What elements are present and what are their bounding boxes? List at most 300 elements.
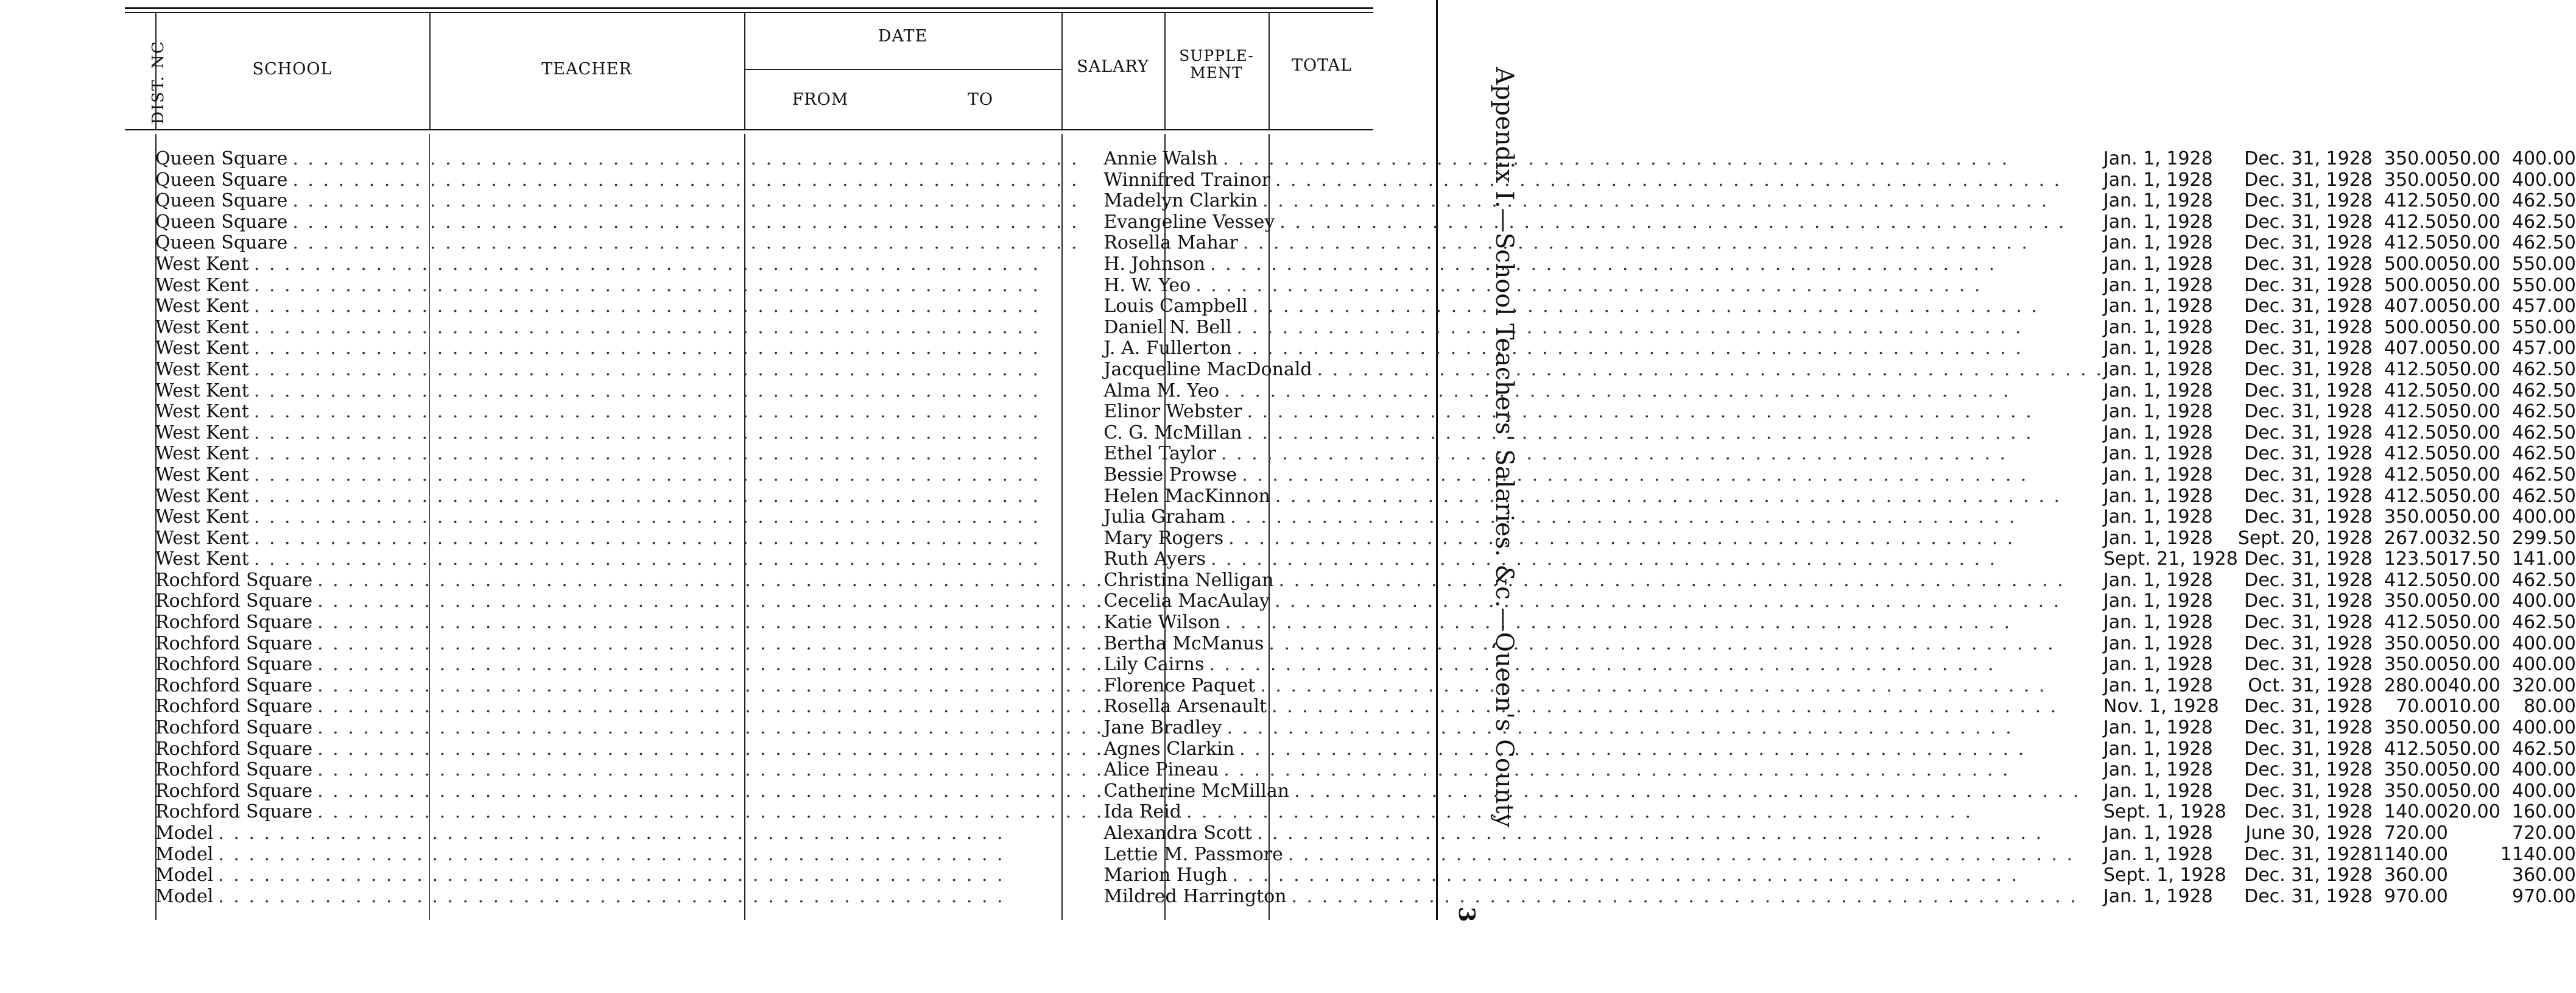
appendix-caption: Appendix I.—School Teachers' Salaries. &c.—Queen's County [1490,67,1518,828]
school-cell [155,465,1103,486]
teacher-cell [1103,696,2103,718]
school-cell [155,528,1103,550]
dot-leader [1204,654,2103,676]
table-row [155,528,2576,550]
date-to-cell: Dec. 31, 1928 [2244,211,2373,233]
school-text: Queen Square [155,211,288,233]
school-text: West Kent [155,485,249,507]
supplement-cell: 50.00 [2448,316,2500,338]
dot-leader [1222,718,2103,739]
school-cell [155,634,1103,655]
school-cell [155,591,1103,612]
salary-table-body [155,149,2576,907]
total-cell: 457.00 [2511,337,2576,359]
date-from-cell: Sept. 1, 1928 [2103,864,2226,886]
school-text: Queen Square [155,232,288,254]
teacher-cell [1103,296,2103,317]
dot-leader [249,486,1103,507]
date-to-cell: Sept. 20, 1928 [2237,527,2373,549]
date-to-cell: Dec. 31, 1928 [2244,506,2373,528]
date-to-cell: Dec. 31, 1928 [2244,548,2373,570]
teacher-text: Jacqueline MacDonald [1103,358,1312,380]
date-to-cell: Dec. 31, 1928 [2244,738,2373,760]
dot-leader [312,781,1103,802]
dot-leader [249,465,1103,486]
supplement-cell: 32.50 [2448,527,2500,549]
school-text: West Kent [155,401,249,423]
total-cell: 462.50 [2511,401,2576,423]
dot-leader [249,254,1103,275]
teacher-text: Rosella Mahar [1103,232,1238,254]
date-subheader-rule [744,69,1061,70]
date-from-cell: Jan. 1, 1928 [2103,569,2213,591]
dot-leader [1287,886,2103,908]
supplement-cell: 50.00 [2448,738,2500,760]
school-text: Rochford Square [155,674,313,696]
date-to-cell: Dec. 31, 1928 [2244,843,2373,865]
dot-leader [312,634,1103,655]
date-from-cell: Jan. 1, 1928 [2103,674,2213,696]
dot-leader [1264,634,2103,655]
date-to-cell: Oct. 31, 1928 [2248,674,2373,696]
school-cell [155,359,1103,381]
salary-cell: 500.00 [2384,253,2448,275]
supplement-cell: 50.00 [2448,358,2500,380]
salary-cell: 350.00 [2384,759,2448,781]
school-cell [155,781,1103,802]
dot-leader [287,233,1103,254]
teacher-cell [1103,549,2103,570]
school-text: Queen Square [155,169,288,191]
supplement-cell: 50.00 [2448,464,2500,486]
school-cell [155,401,1103,423]
total-cell: 550.00 [2511,274,2576,296]
salary-cell: 407.00 [2384,295,2448,317]
teacher-text: Jane Bradley [1103,717,1222,739]
teacher-cell [1103,507,2103,528]
teacher-cell [1103,865,2103,886]
table-row [155,401,2576,423]
teacher-text: Julia Graham [1103,506,1226,528]
teacher-cell [1103,317,2103,339]
salary-cell: 267.00 [2384,527,2448,549]
date-to-cell: Dec. 31, 1928 [2244,169,2373,191]
teacher-text: H. Johnson [1103,253,1206,275]
dot-leader [1220,612,2103,634]
teacher-text: Rosella Arsenault [1103,696,1267,718]
date-from-cell: Jan. 1, 1928 [2103,464,2213,486]
dot-leader [1274,570,2103,592]
supplement-cell: 50.00 [2448,590,2500,612]
teacher-cell [1103,591,2103,612]
dot-leader [287,170,1103,191]
teacher-text: Louis Campbell [1103,295,1248,317]
dot-leader [1252,823,2103,844]
school-text: Rochford Square [155,759,313,781]
date-to-cell: Dec. 31, 1928 [2244,590,2373,612]
school-text: Model [155,843,214,865]
salary-cell: 412.50 [2384,443,2448,465]
supplement-cell: 50.00 [2448,253,2500,275]
supplement-cell [2448,823,2500,844]
date-to-cell: Dec. 31, 1928 [2244,717,2373,739]
teacher-text: Bessie Prowse [1103,464,1237,486]
supplement-cell: 20.00 [2448,801,2500,823]
table-row [155,296,2576,317]
total-cell: 400.00 [2511,717,2576,739]
supplement-cell [2448,865,2500,886]
salary-cell: 407.00 [2384,337,2448,359]
table-row [155,359,2576,381]
date-from-cell: Jan. 1, 1928 [2103,612,2213,634]
date-to-cell: Dec. 31, 1928 [2244,422,2373,443]
date-to-cell: Dec. 31, 1928 [2244,801,2373,823]
salary-cell: 970.00 [2384,885,2448,907]
teacher-text: Agnes Clarkin [1103,738,1235,760]
date-from-cell: Jan. 1, 1928 [2103,443,2213,465]
table-row [155,739,2576,760]
school-text: Rochford Square [155,801,313,823]
total-cell: 462.50 [2511,738,2576,760]
supplement-cell: 50.00 [2448,443,2500,465]
dot-leader [213,823,1103,844]
salary-cell: 412.50 [2384,464,2448,486]
dot-leader [1206,549,2103,570]
salary-cell: 412.50 [2384,358,2448,380]
school-cell [155,486,1103,507]
salary-cell: 412.50 [2384,738,2448,760]
date-from-cell: Jan. 1, 1928 [2103,211,2213,233]
teacher-text: Catherine McMillan [1103,780,1290,802]
teacher-cell [1103,359,2103,381]
teacher-text: Winnifred Trainor [1103,169,1270,191]
school-text: Model [155,822,214,844]
header-bottom-rule [125,129,1373,130]
dot-leader [1289,781,2103,802]
total-cell: 720.00 [2511,822,2576,844]
date-from-cell: Jan. 1, 1928 [2103,295,2213,317]
total-cell: 80.00 [2523,696,2576,718]
teacher-text: Evangeline Vessey [1103,211,1275,233]
total-cell: 400.00 [2511,590,2576,612]
salary-cell: 412.50 [2384,190,2448,212]
dot-leader [287,149,1103,170]
teacher-cell [1103,486,2103,507]
school-cell [155,865,1103,886]
supplement-cell: 50.00 [2448,401,2500,423]
school-cell [155,696,1103,718]
date-to-cell: Dec. 31, 1928 [2244,885,2373,907]
date-from-cell: Jan. 1, 1928 [2103,422,2213,443]
teacher-cell [1103,254,2103,275]
table-row [155,760,2576,781]
total-cell: 457.00 [2511,295,2576,317]
dot-leader [1275,212,2103,233]
school-text: West Kent [155,316,249,338]
supplement-header-line1: SUPPLE- [1179,47,1254,65]
date-from-cell: Jan. 1, 1928 [2103,190,2213,212]
school-text: West Kent [155,274,249,296]
teacher-text: Ruth Ayers [1103,548,1206,570]
dot-leader [1270,170,2103,191]
date-to-cell: Dec. 31, 1928 [2244,148,2373,169]
total-cell: 462.50 [2511,211,2576,233]
salary-cell: 720.00 [2384,822,2448,844]
total-cell: 462.50 [2511,232,2576,254]
dot-leader [249,528,1103,550]
date-from-cell: Jan. 1, 1928 [2103,885,2213,907]
school-cell [155,317,1103,339]
teacher-cell [1103,781,2103,802]
school-text: West Kent [155,253,249,275]
school-cell [155,296,1103,317]
school-text: Rochford Square [155,590,313,612]
dot-leader [312,696,1103,718]
date-to-cell: Dec. 31, 1928 [2244,253,2373,275]
date-to-cell: Dec. 31, 1928 [2244,780,2373,802]
teacher-text: Florence Paquet [1103,674,1256,696]
date-from-cell: Jan. 1, 1928 [2103,506,2213,528]
supplement-cell: 50.00 [2448,232,2500,254]
table-row [155,423,2576,444]
supplement-cell: 50.00 [2448,780,2500,802]
date-to-cell: Dec. 31, 1928 [2244,654,2373,676]
dot-leader [1219,381,2103,402]
school-header: SCHOOL [252,60,333,79]
total-cell: 462.50 [2511,464,2576,486]
date-from-cell: Jan. 1, 1928 [2103,654,2213,676]
school-cell [155,191,1103,212]
date-from-cell: Jan. 1, 1928 [2103,485,2213,507]
date-to-cell: Dec. 31, 1928 [2244,190,2373,212]
dot-leader [1181,802,2103,823]
table-row [155,823,2576,844]
teacher-cell [1103,443,2103,465]
teacher-cell [1103,191,2103,212]
table-row [155,338,2576,359]
date-from-cell: Jan. 1, 1928 [2103,843,2213,865]
supplement-cell: 50.00 [2448,422,2500,443]
total-cell: 320.00 [2511,674,2576,696]
school-cell [155,844,1103,866]
dot-leader [1242,401,2103,423]
dot-leader [1238,233,2103,254]
dot-leader [312,612,1103,634]
date-to-cell: Dec. 31, 1928 [2244,337,2373,359]
salary-cell: 360.00 [2384,864,2448,886]
total-cell: 550.00 [2511,316,2576,338]
date-to-cell: Dec. 31, 1928 [2244,485,2373,507]
school-cell [155,549,1103,570]
date-header: DATE [878,27,928,46]
teacher-cell [1103,612,2103,634]
date-from-cell: Jan. 1, 1928 [2103,590,2213,612]
table-row [155,381,2576,402]
total-cell: 400.00 [2511,780,2576,802]
date-from-cell: Jan. 1, 1928 [2103,358,2213,380]
salary-cell: 123.50 [2384,548,2448,570]
school-text: Rochford Square [155,738,313,760]
school-text: Queen Square [155,148,288,169]
school-cell [155,823,1103,844]
teacher-cell [1103,465,2103,486]
school-text: West Kent [155,295,249,317]
school-cell [155,718,1103,739]
date-from-cell: Jan. 1, 1928 [2103,822,2213,844]
school-text: Rochford Square [155,632,313,654]
salary-cell: 412.50 [2384,485,2448,507]
teacher-text: J. A. Fullerton [1103,337,1232,359]
teacher-cell [1103,233,2103,254]
dot-leader [249,275,1103,297]
dot-leader [1234,739,2103,760]
salary-cell: 412.50 [2384,380,2448,401]
supplement-cell: 50.00 [2448,612,2500,634]
supplement-cell: 50.00 [2448,380,2500,401]
dist-no-header: DIST. NC [149,40,167,124]
dot-leader [1237,465,2103,486]
total-cell: 400.00 [2511,759,2576,781]
school-cell [155,275,1103,297]
school-cell [155,570,1103,592]
dot-leader [1270,591,2103,612]
total-cell: 462.50 [2511,422,2576,443]
teacher-text: H. W. Yeo [1103,274,1191,296]
supplement-cell: 50.00 [2448,632,2500,654]
teacher-cell [1103,570,2103,592]
date-to-cell: Dec. 31, 1928 [2244,401,2373,423]
supplement-cell [2448,886,2500,908]
top-rule-thin [125,12,1373,13]
total-cell: 462.50 [2511,485,2576,507]
salary-cell: 350.00 [2384,654,2448,676]
salary-cell: 412.50 [2384,232,2448,254]
supplement-cell: 50.00 [2448,190,2500,212]
teacher-text: Katie Wilson [1103,612,1220,634]
total-cell: 462.50 [2511,612,2576,634]
teacher-cell [1103,802,2103,823]
teacher-cell [1103,381,2103,402]
supplement-cell: 10.00 [2448,696,2500,718]
date-from-cell: Jan. 1, 1928 [2103,169,2213,191]
dot-leader [1312,359,2103,381]
dot-leader [213,865,1103,886]
salary-table [155,149,2576,907]
supplement-cell: 50.00 [2448,211,2500,233]
school-cell [155,654,1103,676]
teacher-cell [1103,338,2103,359]
dot-leader [312,570,1103,592]
dot-leader [249,338,1103,359]
page-number: 3 [1454,906,1479,922]
table-row [155,570,2576,592]
table-row [155,191,2576,212]
supplement-header-line2: MENT [1190,64,1243,82]
school-text: West Kent [155,527,249,549]
teacher-header: TEACHER [541,60,632,79]
date-from-cell: Jan. 1, 1928 [2103,274,2213,296]
school-cell [155,212,1103,233]
dot-leader [1258,191,2103,212]
total-cell: 400.00 [2511,148,2576,169]
teacher-cell [1103,886,2103,908]
dot-leader [1255,676,2103,697]
supplement-cell: 50.00 [2448,569,2500,591]
dot-leader [1216,443,2103,465]
salary-header: SALARY [1077,57,1149,76]
dot-leader [249,549,1103,570]
salary-cell: 412.50 [2384,422,2448,443]
salary-cell: 412.50 [2384,569,2448,591]
table-row [155,591,2576,612]
dot-leader [1231,317,2103,339]
date-from-cell: Sept. 1, 1928 [2103,801,2226,823]
date-from-cell: Sept. 21, 1928 [2103,548,2238,570]
salary-cell: 500.00 [2384,316,2448,338]
school-text: Queen Square [155,190,288,212]
total-cell: 360.00 [2511,864,2576,886]
teacher-cell [1103,760,2103,781]
school-cell [155,612,1103,634]
school-cell [155,338,1103,359]
total-cell: 400.00 [2511,632,2576,654]
date-from-cell: Jan. 1, 1928 [2103,759,2213,781]
dot-leader [312,802,1103,823]
total-cell: 462.50 [2511,380,2576,401]
date-from-cell: Jan. 1, 1928 [2103,148,2213,169]
dot-leader [1205,254,2103,275]
dot-leader [1248,296,2103,317]
dot-leader [1283,844,2103,866]
school-text: West Kent [155,358,249,380]
total-cell: 299.50 [2511,527,2576,549]
table-row [155,634,2576,655]
school-text: West Kent [155,337,249,359]
supplement-cell: 50.00 [2448,654,2500,676]
table-row [155,549,2576,570]
dot-leader [1225,507,2103,528]
teacher-cell [1103,423,2103,444]
total-cell: 1140.00 [2500,843,2576,865]
top-rule [125,7,1373,9]
supplement-cell: 50.00 [2448,759,2500,781]
salary-cell: 350.00 [2384,506,2448,528]
teacher-cell [1103,718,2103,739]
supplement-cell: 50.00 [2448,485,2500,507]
teacher-text: Daniel N. Bell [1103,316,1232,338]
school-cell [155,676,1103,697]
salary-cell: 412.50 [2384,401,2448,423]
dot-leader [1242,423,2103,444]
school-text: Rochford Square [155,696,313,718]
supplement-cell: 50.00 [2448,506,2500,528]
supplement-cell: 50.00 [2448,169,2500,191]
dot-leader [1218,149,2103,170]
school-cell [155,802,1103,823]
date-from-cell: Jan. 1, 1928 [2103,717,2213,739]
school-text: West Kent [155,464,249,486]
date-from-cell: Jan. 1, 1928 [2103,527,2213,549]
dot-leader [249,443,1103,465]
supplement-cell: 17.50 [2448,548,2500,570]
dot-leader [213,886,1103,908]
salary-cell: 280.00 [2384,674,2448,696]
date-from-cell: Jan. 1, 1928 [2103,738,2213,760]
table-row [155,170,2576,191]
teacher-cell [1103,170,2103,191]
table-row [155,317,2576,339]
school-text: Rochford Square [155,612,313,634]
